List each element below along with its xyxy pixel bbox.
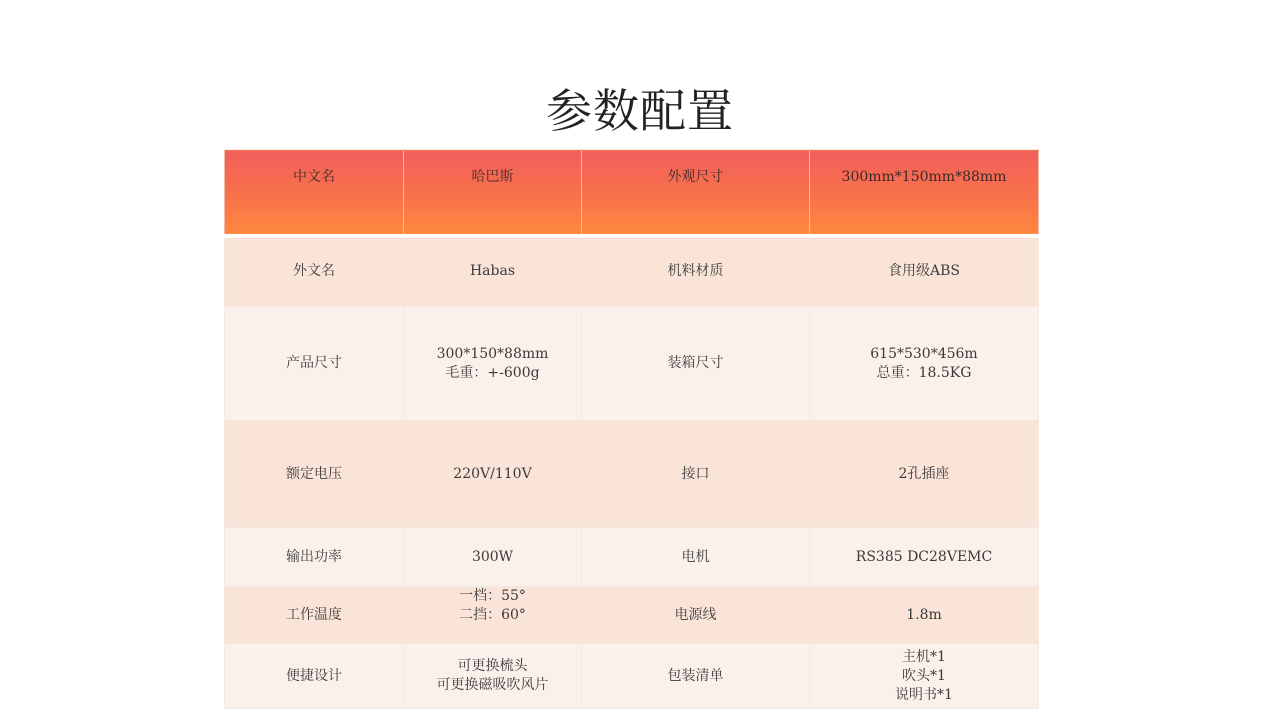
table-row	[225, 421, 1039, 528]
label-output-power: 输出功率	[225, 528, 404, 587]
label-foreign-name: 外文名	[225, 236, 404, 307]
label-working-temperature: 工作温度	[225, 587, 404, 644]
table-row	[225, 644, 1039, 709]
label-convenient-design: 便捷设计	[225, 644, 404, 709]
value-appearance-size: 300mm*150mm*88mm	[810, 150, 1039, 236]
value-power-cord: 1.8m	[810, 587, 1039, 644]
value-convenient-design: 可更换梳头 可更换磁吸吹风片	[404, 644, 582, 709]
page-title: 参数配置	[546, 84, 734, 138]
label-carton-size: 装箱尺寸	[582, 307, 810, 421]
value-working-temperature: 一档：55° 二挡：60°	[404, 587, 582, 644]
label-product-size: 产品尺寸	[225, 307, 404, 421]
spec-table	[224, 149, 1039, 709]
label-appearance-size: 外观尺寸	[582, 150, 810, 236]
table-row	[225, 307, 1039, 421]
value-output-power: 300W	[404, 528, 582, 587]
value-chinese-name: 哈巴斯	[404, 150, 582, 236]
value-interface: 2孔插座	[810, 421, 1039, 528]
table-row	[225, 587, 1039, 644]
value-motor: RS385 DC28VEMC	[810, 528, 1039, 587]
value-foreign-name: Habas	[404, 236, 582, 307]
table-row	[225, 236, 1039, 307]
value-carton-size: 615*530*456m 总重：18.5KG	[810, 307, 1039, 421]
label-motor: 电机	[582, 528, 810, 587]
value-rated-voltage: 220V/110V	[404, 421, 582, 528]
label-interface: 接口	[582, 421, 810, 528]
label-package-list: 包装清单	[582, 644, 810, 709]
value-product-size: 300*150*88mm 毛重：+-600g	[404, 307, 582, 421]
label-power-cord: 电源线	[582, 587, 810, 644]
label-chinese-name: 中文名	[225, 150, 404, 236]
label-rated-voltage: 额定电压	[225, 421, 404, 528]
value-package-list: 主机*1 吹头*1 说明书*1	[810, 644, 1039, 709]
table-header-row	[225, 150, 1039, 236]
label-material: 机料材质	[582, 236, 810, 307]
table-row	[225, 528, 1039, 587]
value-material: 食用级ABS	[810, 236, 1039, 307]
